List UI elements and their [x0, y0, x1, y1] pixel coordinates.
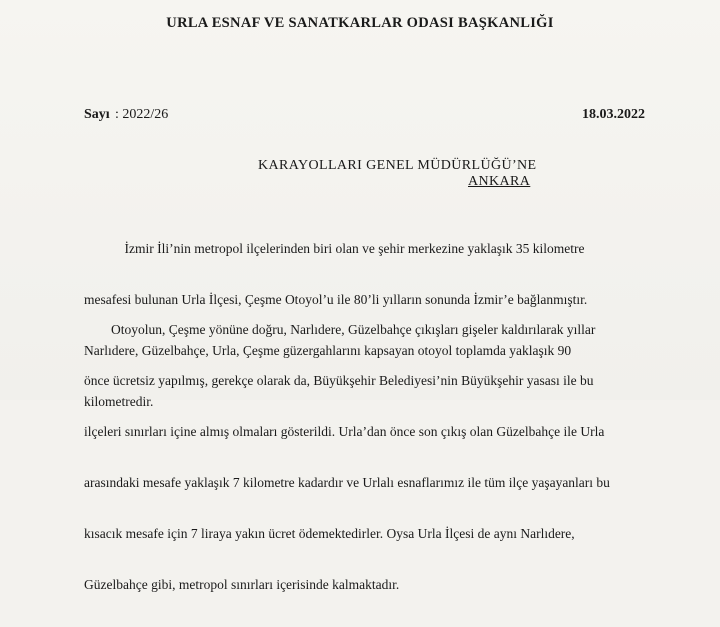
paragraph-line: Güzelbahçe gibi, metropol sınırları içerisinde kalmaktadır. — [84, 577, 400, 592]
paragraph-line: kilometredir. — [84, 394, 154, 409]
addressee-name: KARAYOLLARI GENEL MÜDÜRLÜĞÜ’NE — [258, 158, 537, 173]
reference-label: Sayı — [84, 107, 110, 122]
paragraph-line: kısacık mesafe için 7 liraya yakın ücret ödemektedirler. Oysa Urla İlçesi de aynı Narlıdere, — [84, 526, 575, 541]
reference-number: : 2022/26 — [115, 107, 169, 122]
letter-date: 18.03.2022 — [582, 107, 645, 122]
body-paragraph-2 — [84, 287, 610, 627]
institution-header: URLA ESNAF VE SANATKARLAR ODASI BAŞKANLIĞI — [166, 15, 554, 31]
addressee-city: ANKARA — [468, 174, 531, 189]
paragraph-line: İzmir İli’nin metropol ilçelerinden biri olan ve şehir merkezine yaklaşık 35 kilometre — [84, 241, 585, 256]
paragraph-line: arasındaki mesafe yaklaşık 7 kilometre kadardır ve Urlalı esnaflarımız ile tüm ilçe yaşayanları bu — [84, 475, 610, 490]
paragraph-line: ilçeleri sınırları içine almış olmaları gösterildi. Urla’dan önce son çıkış olan Güzelbahçe ile Urla — [84, 424, 605, 439]
paragraph-line: mesafesi bulunan Urla İlçesi, Çeşme Otoyol’u ile 80’li yılların sonunda İzmir’e bağlanmıştır. — [84, 292, 588, 307]
paragraph-line: Otoyolun, Çeşme yönüne doğru, Narlıdere, Güzelbahçe çıkışları gişeler kaldırılarak yıllar — [84, 322, 596, 337]
paragraph-line: Narlıdere, Güzelbahçe, Urla, Çeşme güzergahlarını kapsayan otoyol toplamda yaklaşık 90 — [84, 343, 572, 358]
paragraph-line: önce ücretsiz yapılmış, gerekçe olarak da, Büyükşehir Belediyesi’nin Büyükşehir yasası ile bu — [84, 373, 594, 388]
